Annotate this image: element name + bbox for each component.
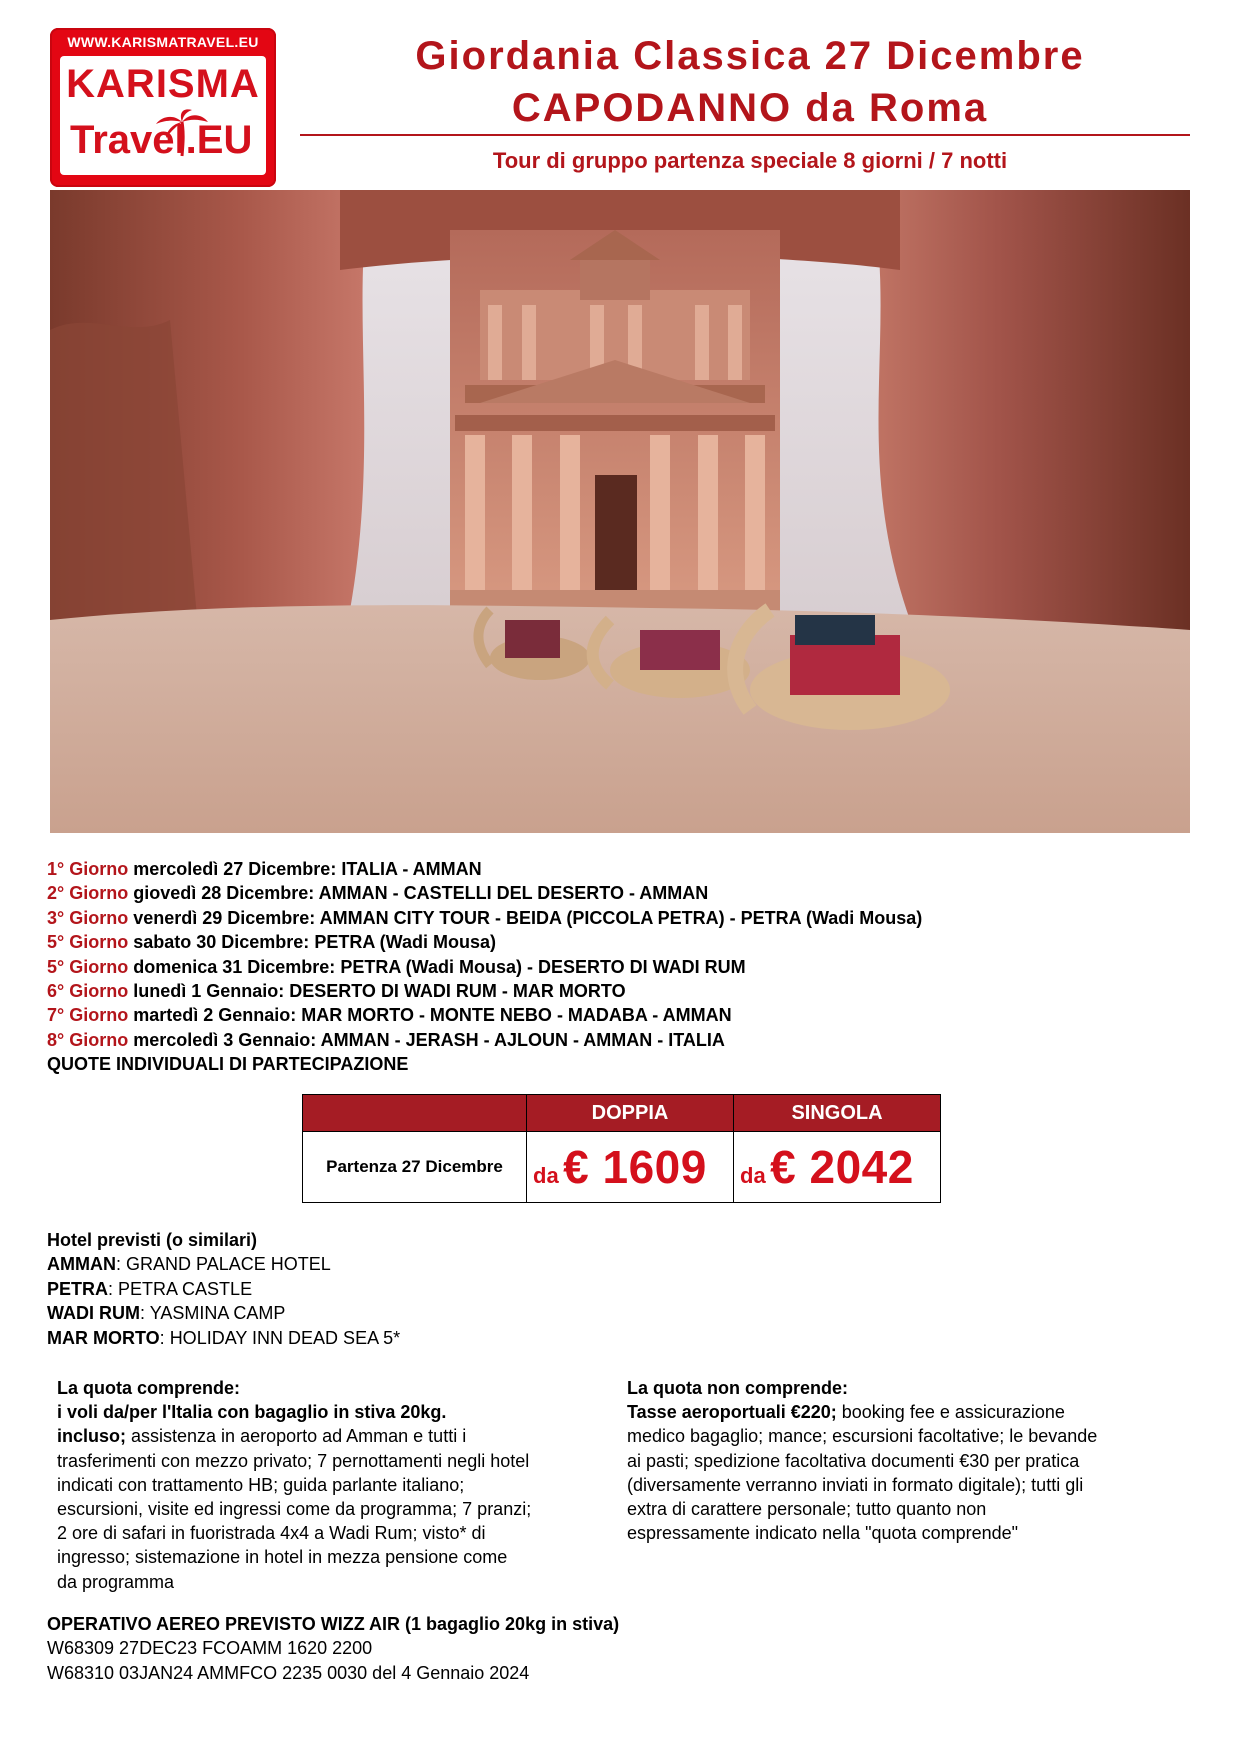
hotel-city: PETRA <box>47 1278 109 1299</box>
flights-heading: OPERATIVO AEREO PREVISTO WIZZ AIR (1 bagaglio 20kg in stiva) <box>47 1614 620 1634</box>
day-date: mercoledì 27 Dicembre: <box>133 859 337 879</box>
day-route: MAR MORTO - MONTE NEBO - MADABA - AMMAN <box>301 1005 732 1026</box>
includes-line-text: indicati con trattamento HB; guida parlante italiano; <box>57 1474 465 1495</box>
itinerary-day <box>47 906 1197 930</box>
day-label: 5° Giorno <box>47 956 129 977</box>
day-date: lunedì 1 Gennaio: <box>133 981 285 1002</box>
excludes-line-text: extra di carattere personale; tutto quanto non <box>627 1499 987 1520</box>
hotel-item: AMMAN: GRAND PALACE HOTEL <box>47 1254 331 1275</box>
excludes-lines <box>627 1400 1147 1545</box>
includes-line-text: assistenza in aeroporto ad Amman e tutti i <box>126 1426 467 1447</box>
title-divider <box>300 134 1190 136</box>
quotes-heading: QUOTE INDIVIDUALI DI PARTECIPAZIONE <box>47 1054 409 1075</box>
day-route: ITALIA - AMMAN <box>341 859 482 879</box>
day-label: 3° Giorno <box>47 907 129 928</box>
karisma-logo <box>50 28 276 187</box>
quota-non-comprende-section <box>627 1376 1147 1545</box>
title-line-1: Giordania Classica 27 Dicembre <box>415 34 1085 78</box>
price-doppia <box>527 1132 734 1203</box>
excludes-line <box>627 1449 1147 1473</box>
excludes-line <box>627 1424 1147 1448</box>
excludes-line-text: (diversamente verranno inviati in formato digitale); tutti gli <box>627 1474 1084 1495</box>
day-label: 5° Giorno <box>47 932 129 953</box>
includes-line <box>57 1570 617 1594</box>
price-doppia-value: € 1609 <box>563 1141 707 1193</box>
hotel-item: PETRA: PETRA CASTLE <box>47 1278 253 1299</box>
itinerary-list <box>47 857 1197 1077</box>
itinerary-day <box>47 881 1197 905</box>
flight-legs <box>47 1636 619 1685</box>
day-route: DESERTO DI WADI RUM - MAR MORTO <box>289 981 626 1002</box>
day-route: AMMAN CITY TOUR - BEIDA (PICCOLA PETRA) - PETRA (Wadi Mousa) <box>319 907 923 928</box>
hotel-city: WADI RUM <box>47 1303 140 1324</box>
price-prefix: da <box>740 1163 766 1188</box>
price-table-corner <box>303 1095 527 1132</box>
hotels-section <box>47 1228 400 1350</box>
logo-panel <box>60 56 266 175</box>
hotels-heading: Hotel previsti (o similari) <box>47 1230 258 1250</box>
flights-section <box>47 1612 619 1685</box>
includes-line <box>57 1545 617 1569</box>
col-header-singola: SINGOLA <box>734 1095 941 1132</box>
logo-url: WWW.KARISMATRAVEL.EU <box>67 34 259 50</box>
hotel-list <box>47 1252 400 1350</box>
itinerary-day <box>47 955 1197 979</box>
includes-line <box>57 1521 617 1545</box>
includes-line-bold: incluso; <box>57 1426 127 1447</box>
includes-line-text: 2 ore di safari in fuoristrada 4x4 a Wadi Rum; visto* di <box>57 1523 486 1544</box>
day-date: giovedì 28 Dicembre: <box>133 883 315 904</box>
day-route: PETRA (Wadi Mousa) <box>314 932 496 953</box>
petra-treasury-illustration <box>50 190 1190 833</box>
includes-lines <box>57 1424 617 1593</box>
excludes-line-text: ai pasti; spedizione facoltativa documenti €30 per pratica <box>627 1450 1080 1471</box>
itinerary-day <box>47 930 1197 954</box>
page-title <box>300 30 1200 134</box>
itinerary-day <box>47 979 1197 1003</box>
price-singola <box>734 1132 941 1203</box>
day-date: domenica 31 Dicembre: <box>133 956 336 977</box>
day-route: AMMAN - CASTELLI DEL DESERTO - AMMAN <box>318 883 709 904</box>
excludes-line <box>627 1473 1147 1497</box>
excludes-line <box>627 1497 1147 1521</box>
includes-line <box>57 1497 617 1521</box>
day-label: 6° Giorno <box>47 981 129 1002</box>
price-table-header-row <box>303 1095 941 1132</box>
price-prefix: da <box>533 1163 559 1188</box>
excludes-heading: La quota non comprende: <box>627 1378 849 1398</box>
title-line-2: CAPODANNO da Roma <box>511 86 989 130</box>
hotel-city: AMMAN <box>47 1254 116 1275</box>
day-label: 8° Giorno <box>47 1029 129 1050</box>
includes-line <box>57 1449 617 1473</box>
itinerary-day <box>47 1028 1197 1052</box>
excludes-line-text: booking fee e assicurazione <box>836 1402 1065 1423</box>
petra-hero-image <box>50 190 1190 833</box>
includes-heading: La quota comprende: <box>57 1378 241 1398</box>
includes-line <box>57 1473 617 1497</box>
includes-line-text: ingresso; sistemazione in hotel in mezza pensione come <box>57 1547 508 1568</box>
quota-comprende-section <box>57 1376 617 1594</box>
day-label: 2° Giorno <box>47 883 129 904</box>
hotel-city: MAR MORTO <box>47 1327 160 1348</box>
hotel-item: MAR MORTO: HOLIDAY INN DEAD SEA 5* <box>47 1327 401 1348</box>
includes-line-text: trasferimenti con mezzo privato; 7 pernottamenti negli hotel <box>57 1450 530 1471</box>
logo-brand-travel: Travel.EU <box>70 118 253 162</box>
hotel-name: GRAND PALACE HOTEL <box>126 1254 331 1275</box>
day-date: martedì 2 Gennaio: <box>133 1005 297 1026</box>
includes-flights: i voli da/per l'Italia con bagaglio in stiva 20kg. <box>57 1402 447 1423</box>
hotel-name: HOLIDAY INN DEAD SEA 5* <box>169 1327 401 1348</box>
hotel-name: YASMINA CAMP <box>149 1303 286 1324</box>
flight-leg: W68309 27DEC23 FCOAMM 1620 2200 <box>47 1638 373 1659</box>
itinerary-day <box>47 1003 1197 1027</box>
excludes-line <box>627 1521 1147 1545</box>
col-header-doppia: DOPPIA <box>527 1095 734 1132</box>
day-route: AMMAN - JERASH - AJLOUN - AMMAN - ITALIA <box>320 1029 725 1050</box>
price-row <box>303 1132 941 1203</box>
row-label-partenza: Partenza 27 Dicembre <box>303 1132 527 1203</box>
logo-brand-karisma: KARISMA <box>66 62 260 106</box>
itinerary-day <box>47 857 1197 881</box>
includes-line-text: escursioni, visite ed ingressi come da programma; 7 pranzi; <box>57 1499 532 1520</box>
day-label: 1° Giorno <box>47 859 129 879</box>
includes-line-text: da programma <box>57 1571 175 1592</box>
flight-leg: W68310 03JAN24 AMMFCO 2235 0030 del 4 Gennaio 2024 <box>47 1662 530 1683</box>
day-label: 7° Giorno <box>47 1005 129 1026</box>
excludes-line <box>627 1400 1147 1424</box>
day-route: PETRA (Wadi Mousa) - DESERTO DI WADI RUM <box>340 956 746 977</box>
price-singola-value: € 2042 <box>770 1141 914 1193</box>
price-table <box>302 1094 941 1203</box>
excludes-line-text: medico bagaglio; mance; escursioni facoltative; le bevande <box>627 1426 1098 1447</box>
hotel-name: PETRA CASTLE <box>118 1278 253 1299</box>
excludes-line-bold: Tasse aeroportuali €220; <box>627 1402 837 1423</box>
day-date: sabato 30 Dicembre: <box>133 932 310 953</box>
day-date: venerdì 29 Dicembre: <box>133 907 316 928</box>
day-date: mercoledì 3 Gennaio: <box>133 1029 317 1050</box>
includes-line <box>57 1424 617 1448</box>
page-subtitle: Tour di gruppo partenza speciale 8 giorni / 7 notti <box>492 148 1008 173</box>
hotel-item: WADI RUM: YASMINA CAMP <box>47 1303 286 1324</box>
excludes-line-text: espressamente indicato nella "quota comprende" <box>627 1523 1019 1544</box>
